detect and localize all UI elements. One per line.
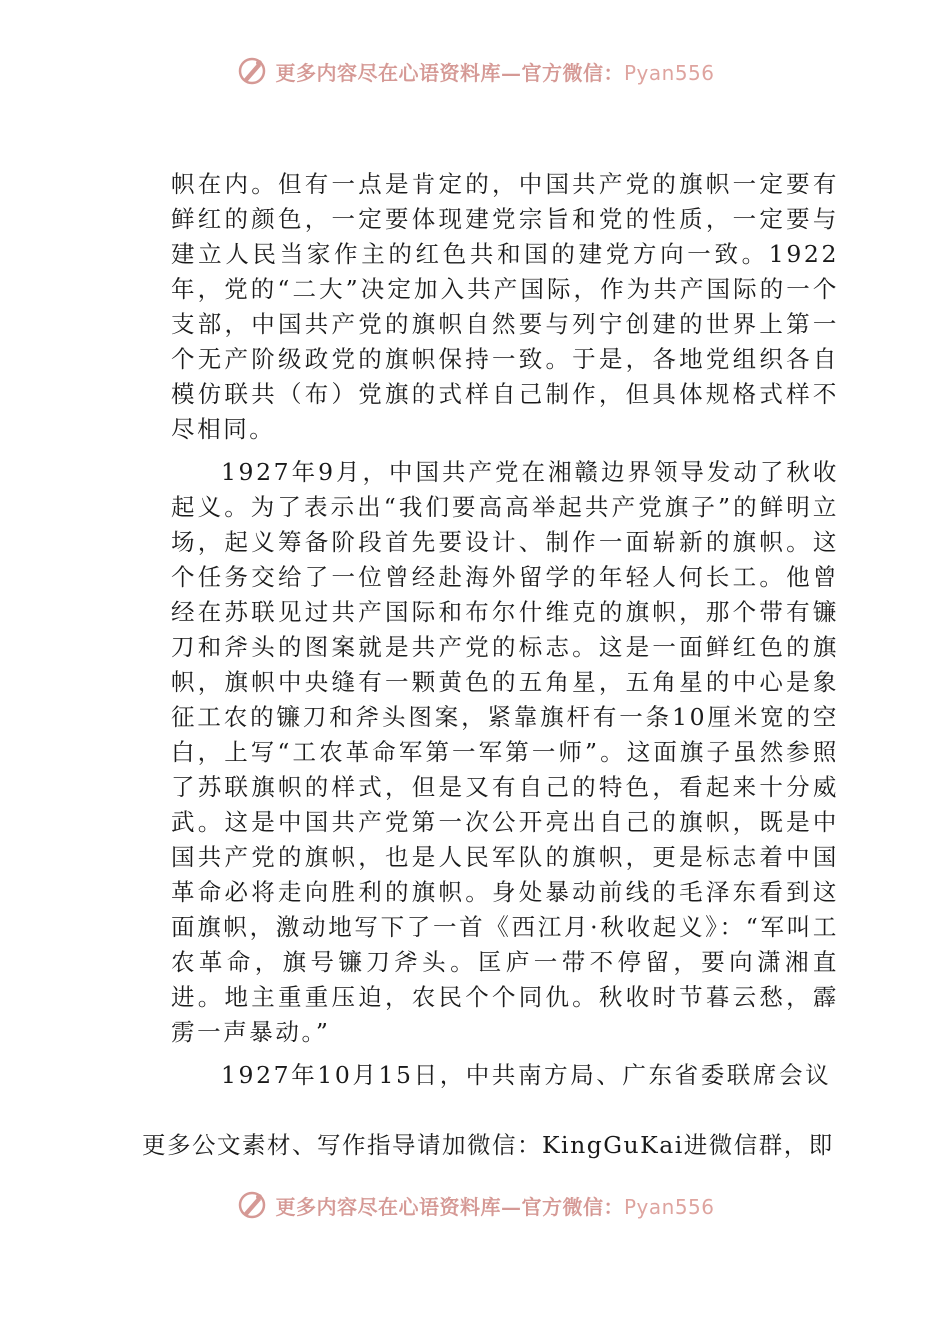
seal-logo-icon <box>235 54 269 88</box>
seal-logo-icon <box>235 1188 269 1222</box>
document-body <box>171 167 839 1093</box>
watermark-wechat-id: Pyan556 <box>623 1194 715 1219</box>
footer-note: 更多公文素材、写作指导请加微信：KingGuKai进微信群，即 <box>142 1131 834 1159</box>
watermark-wechat-id: Pyan556 <box>623 60 715 85</box>
watermark-text <box>275 1191 714 1220</box>
paragraph: 帜在内。但有一点是肯定的，中国共产党的旗帜一定要有鲜红的颜色，一定要体现建党宗旨和党的性质，一定要与建立人民当家作主的红色共和国的建党方向一致。1922年，党的“二大”决定加入共产国际，作为共产国际的一个支部，中国共产党的旗帜自然要与列宁创建的世界上第一个无产阶级政党的旗帜保持一致。于是，各地党组织各自模仿联共（布）党旗的式样自己制作，但具体规格式样不尽相同。 <box>171 170 839 443</box>
watermark-label: 更多内容尽在心语资料库—官方微信： <box>275 1194 624 1219</box>
watermark-text <box>275 57 714 86</box>
paragraph: 1927年10月15日，中共南方局、广东省委联席会议 <box>221 1061 832 1089</box>
footer-watermark <box>0 1188 950 1222</box>
header-watermark <box>0 54 950 88</box>
watermark-label: 更多内容尽在心语资料库—官方微信： <box>275 60 624 85</box>
paragraph: 1927年9月，中国共产党在湘赣边界领导发动了秋收起义。为了表示出“我们要高高举起共产党旗子”的鲜明立场，起义筹备阶段首先要设计、制作一面崭新的旗帜。这个任务交给了一位曾经赴海外留学的年轻人何长工。他曾经在苏联见过共产国际和布尔什维克的旗帜，那个带有镰刀和斧头的图案就是共产党的标志。这是一面鲜红色的旗帜，旗帜中央缝有一颗黄色的五角星，五角星的中心是象征工农的镰刀和斧头图案，紧靠旗杆有一条10厘米宽的空白，上写“工农革命军第一军第一师”。这面旗子虽然参照了苏联旗帜的样式，但是又有自己的特色，看起来十分威武。这是中国共产党第一次公开亮出自己的旗帜，既是中国共产党的旗帜，也是人民军队的旗帜，更是标志着中国革命必将走向胜利的旗帜。身处暴动前线的毛泽东看到这面旗帜，激动地写下了一首《西江月·秋收起义》：“军叫工农革命，旗号镰刀斧头。匡庐一带不停留，要向潇湘直进。地主重重压迫，农民个个同仇。秋收时节暮云愁，霹雳一声暴动。” <box>171 458 839 1046</box>
